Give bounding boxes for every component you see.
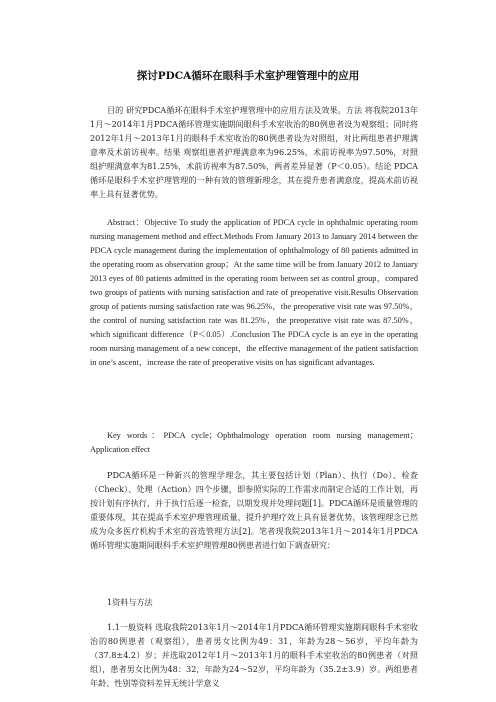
section-1-1-paragraph: 1.1一般资料 选取我院2013年1月～2014年1月PDCA循环管理实施期间眼科手术室收治的80例患者（观察组），患者男女比例为49：31，年龄为28～56岁，平均年龄为（37.8±4.2）岁；并选取2012年1月～2013年1月的眼科手术室收治的80例患者（对照组），患者男女比例为48：32，年龄为24～52岁，平均年龄为（35.2±3.9）岁。两组患者年龄、性别等资料差异无统计学意义 [90,622,418,689]
paper-title: 探讨PDCA循环在眼科手术室护理管理中的应用 [136,70,360,82]
keywords: Key words：PDCA cycle；Ophthalmology operation room nursing management；Application effect [90,431,418,455]
section-heading-materials-methods: 1资料与方法 [107,597,153,608]
english-abstract: Abstract：Objective To study the application of PDCA cycle in ophthalmic operating room nursing management method and effect.Methods From January 2013 to January 2014 between the PDCA cycle management during the implementation of ophthalmology of 80 patients admitted in the operating room as observation group；At the same time will be from January 2012 to January 2013 eyes of 80 patients admitted in the operating room between set as control group，compared two groups of patients with nursing satisfaction and rate of preoperative visit.Results Observation group of patients nursing satisfaction rate was 96.25%，the preoperative visit rate was 97.50%，the control of nursing satisfaction rate was 81.25%，the preoperative visit rate was 87.50%，which significant difference（P＜0.05）.Conclusion The PDCA cycle is an eye in the operating room nursing management of a new concept，the effective management of the patient satisfaction in one’s ascent，increase the rate of preoperative visits on has significant advantages. [90,218,418,368]
chinese-abstract: 目的 研究PDCA循环在眼科手术室护理管理中的应用方法及效果。方法 将我院2013年1月～2014年1月PDCA循环管理实施期间眼科手术室收治的80例患者设为观察组；同时将2012年1月～2013年1月的眼科手术室收治的80例患者设为对照组，对比两组患者护理满意率及术前访视率。结果 观察组患者护理满意率为96.25%，术前访视率为97.50%，对照组护理满意率为81.25%，术前访视率为87.50%，两者差异显著（P＜0.05）。结论 PDCA循环是眼科手术室护理管理的一种有效的管理新理念，其在提升患者满意度，提高术前访视率上具有显著优势。 [90,105,418,200]
introduction-paragraph: PDCA循环是一种新兴的管理学理念，其主要包括计划（Plan）、执行（Do）、检查（Check）、处理（Action）四个步骤，即参照实际的工作需求而制定合适的工作计划，再按计划有序执行，并于执行后逐一检查，以期发现并处理问题[1]。PDCA循环是质量管理的重要体现，其在提高手术室护理管理质量，提升护理疗效上具有显著优势，该管理理念已然成为众多医疗机构手术室的首选管理方法[2]。笔者现我院2013年1月～2014年1月PDCA循环管理实施期间眼科手术室护理管理80例患者进行如下调查研究： [90,470,418,551]
